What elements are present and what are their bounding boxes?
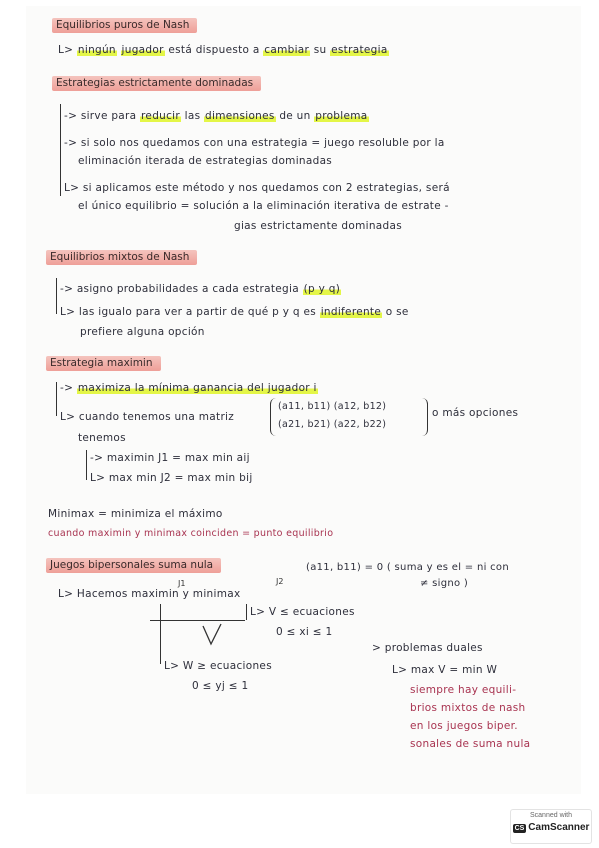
- heading-estrategias-dominadas: Estrategias estrictamente dominadas: [52, 76, 261, 91]
- note-line: L> Hacemos maximin y minimax: [58, 588, 241, 600]
- note-line: 0 ≤ yj ≤ 1: [192, 680, 249, 692]
- note-line: L> max min J2 = max min bij: [90, 472, 253, 484]
- note-line: eliminación iterada de estrategias dominadas: [78, 155, 333, 167]
- note-line: siempre hay equili-: [410, 684, 517, 696]
- tree-line: [150, 620, 245, 621]
- heading-juegos-bipersonales: Juegos bipersonales suma nula: [46, 558, 221, 573]
- note-line: -> sirve para reducir las dimensiones de un problema: [64, 110, 368, 122]
- note-line: ≠ signo ): [420, 578, 469, 589]
- note-line: L> W ≥ ecuaciones: [164, 660, 272, 672]
- note-line: o más opciones: [432, 407, 519, 419]
- tree-line: [246, 604, 247, 620]
- matrix-row: (a11, b11) (a12, b12): [278, 401, 387, 412]
- note-line: -> maximiza la mínima ganancia del jugador i: [60, 382, 317, 394]
- note-line: L> cuando tenemos una matriz: [60, 411, 235, 423]
- camscanner-badge: [510, 809, 592, 844]
- heading-equilibrios-puros: Equilibrios puros de Nash: [52, 18, 197, 33]
- note-line: el único equilibrio = solución a la eliminación iterativa de estrate -: [78, 200, 449, 212]
- badge-brand: CS CamScanner: [514, 822, 590, 833]
- tree-line: [160, 604, 161, 664]
- bracket: [56, 382, 57, 416]
- note-line: > problemas duales: [372, 642, 483, 654]
- bracket: [86, 450, 87, 480]
- note-line: sonales de suma nula: [410, 738, 531, 750]
- note-line: prefiere alguna opción: [80, 326, 205, 338]
- note-line: L> si aplicamos este método y nos quedamos con 2 estrategias, será: [64, 182, 450, 194]
- note-line: -> asigno probabilidades a cada estrategia (p y q): [60, 283, 341, 295]
- heading-equilibrios-mixtos: Equilibrios mixtos de Nash: [46, 250, 197, 265]
- note-line: L> V ≤ ecuaciones: [250, 606, 355, 618]
- bracket: [60, 104, 61, 196]
- note-line: cuando maximin y minimax coinciden = punto equilibrio: [48, 528, 334, 539]
- note-line: L> max V = min W: [392, 664, 498, 676]
- note-line: -> si solo nos quedamos con una estrategia = juego resoluble por la: [64, 137, 445, 149]
- superscript-j2: J2: [276, 577, 284, 586]
- bracket: [56, 278, 57, 314]
- note-line: (a11, b11) = 0 ( suma y es el = ni con: [306, 562, 509, 573]
- matrix-row: (a21, b21) (a22, b22): [278, 419, 387, 430]
- camscanner-logo-icon: CS: [514, 825, 525, 832]
- superscript-j1: J1: [178, 579, 186, 588]
- note-line: tenemos: [78, 432, 126, 444]
- badge-caption: Scanned with: [529, 812, 573, 819]
- note-line: en los juegos biper.: [410, 720, 518, 732]
- note-line: 0 ≤ xi ≤ 1: [276, 626, 333, 638]
- note-line: -> maximin J1 = max min aij: [90, 452, 250, 464]
- note-line: L> ningún jugador está dispuesto a cambiar su estrategia: [58, 44, 388, 56]
- note-line: Minimax = minimiza el máximo: [48, 508, 223, 520]
- note-line: L> las igualo para ver a partir de qué p y q es indiferente o se: [60, 306, 409, 318]
- note-line: brios mixtos de nash: [410, 702, 526, 714]
- heading-estrategia-maximin: Estrategia maximin: [46, 356, 161, 371]
- note-line: gias estrictamente dominadas: [234, 220, 402, 232]
- check-arrow-icon: [200, 622, 224, 648]
